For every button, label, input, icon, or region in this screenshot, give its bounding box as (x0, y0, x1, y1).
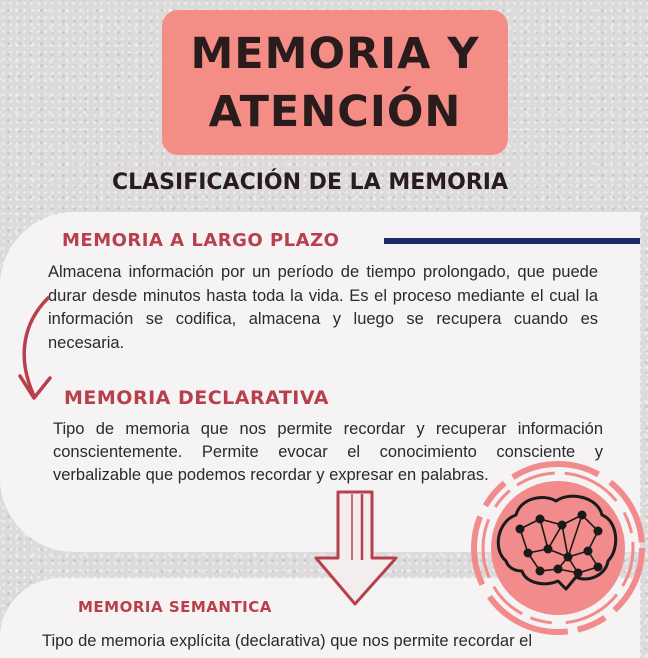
accent-divider (384, 238, 640, 244)
section-heading-semantica: MEMORIA SEMANTICA (78, 598, 272, 616)
section-text-semantica: Tipo de memoria explícita (declarativa) que nos permite recordar el (42, 632, 533, 650)
page-title-line-1: MEMORIA Y (190, 28, 480, 79)
section-heading-declarativa: MEMORIA DECLARATIVA (64, 387, 329, 409)
section-heading-largo-plazo: MEMORIA A LARGO PLAZO (62, 230, 340, 251)
curved-arrow-icon (10, 292, 60, 412)
section-text-declarativa: Tipo de memoria que nos permite recordar y recuperar información conscientemente. Permite evocar el conocimiento consciente y verbalizable que podemos recordar y expresar en palabras. (53, 420, 603, 484)
title-box (162, 10, 508, 155)
page-title-line-2: ATENCIÓN (208, 86, 462, 137)
page-subtitle: CLASIFICACIÓN DE LA MEMORIA (111, 170, 509, 195)
brain-network-icon (470, 457, 648, 640)
down-arrow-icon (312, 486, 402, 610)
section-text-largo-plazo: Almacena información por un período de tiempo prolongado, que puede durar desde minutos hasta toda la vida. Es el proceso mediante el cual la información se codifica, almacena y luego se recupera cuando es necesaria. (48, 263, 598, 352)
